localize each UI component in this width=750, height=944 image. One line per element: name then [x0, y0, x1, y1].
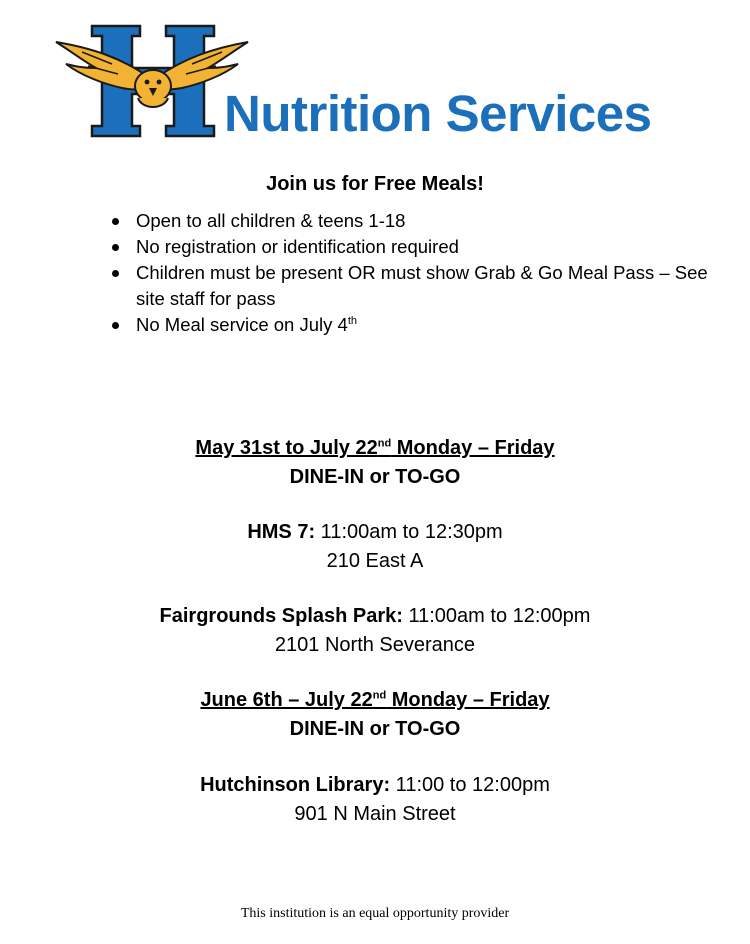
site-address: 2101 North Severance: [274, 634, 476, 656]
list-item: [108, 234, 728, 260]
bullet-icon: [112, 322, 119, 329]
list-item: [108, 208, 728, 234]
site-name: HMS 7:: [247, 521, 316, 543]
equal-opportunity-footer: This institution is an equal opportunity provider: [240, 906, 510, 921]
bullet-icon: [112, 218, 119, 225]
site-hms7: [0, 518, 750, 576]
brand-title: Nutrition Services: [224, 85, 652, 142]
bullet-icon: [112, 270, 119, 277]
schedule-2-heading: [0, 686, 750, 744]
bullet-text: Children must be present OR must show Grab & Go Meal Pass – See site staff for pass: [136, 262, 708, 309]
nutrition-services-logo: [52, 18, 712, 148]
schedule-2-mode: DINE-IN or TO-GO: [289, 718, 461, 740]
site-fairgrounds-splash-park: [0, 602, 750, 660]
bullet-icon: [112, 244, 119, 251]
eagle-h-emblem-icon: [52, 18, 252, 148]
site-name: Fairgrounds Splash Park:: [159, 605, 403, 627]
schedule-1-mode: DINE-IN or TO-GO: [289, 466, 461, 488]
schedule-2-date-range: June 6th – July 22nd Monday – Friday: [200, 689, 550, 711]
site-name: Hutchinson Library:: [200, 774, 391, 796]
bullet-text: Open to all children & teens 1-18: [136, 210, 406, 231]
list-item: [108, 260, 728, 312]
bullet-text: No Meal service on July 4: [136, 314, 348, 335]
list-item: [108, 312, 728, 338]
site-address: 210 East A: [326, 550, 424, 572]
site-hours: 11:00am to 12:00pm: [402, 605, 591, 627]
site-hours: 11:00am to 12:30pm: [315, 521, 503, 543]
info-bullet-list: [108, 208, 728, 338]
schedule-1-heading: [0, 434, 750, 492]
headline: Join us for Free Meals!: [266, 173, 484, 195]
site-address: 901 N Main Street: [294, 803, 456, 825]
schedule-1-date-range: May 31st to July 22nd Monday – Friday: [195, 437, 555, 459]
bullet-superscript: th: [347, 314, 357, 327]
site-hours: 11:00 to 12:00pm: [390, 774, 550, 796]
eagle-icon: [56, 42, 248, 107]
bullet-text: No registration or identification required: [136, 236, 459, 257]
site-hutchinson-library: [0, 771, 750, 829]
